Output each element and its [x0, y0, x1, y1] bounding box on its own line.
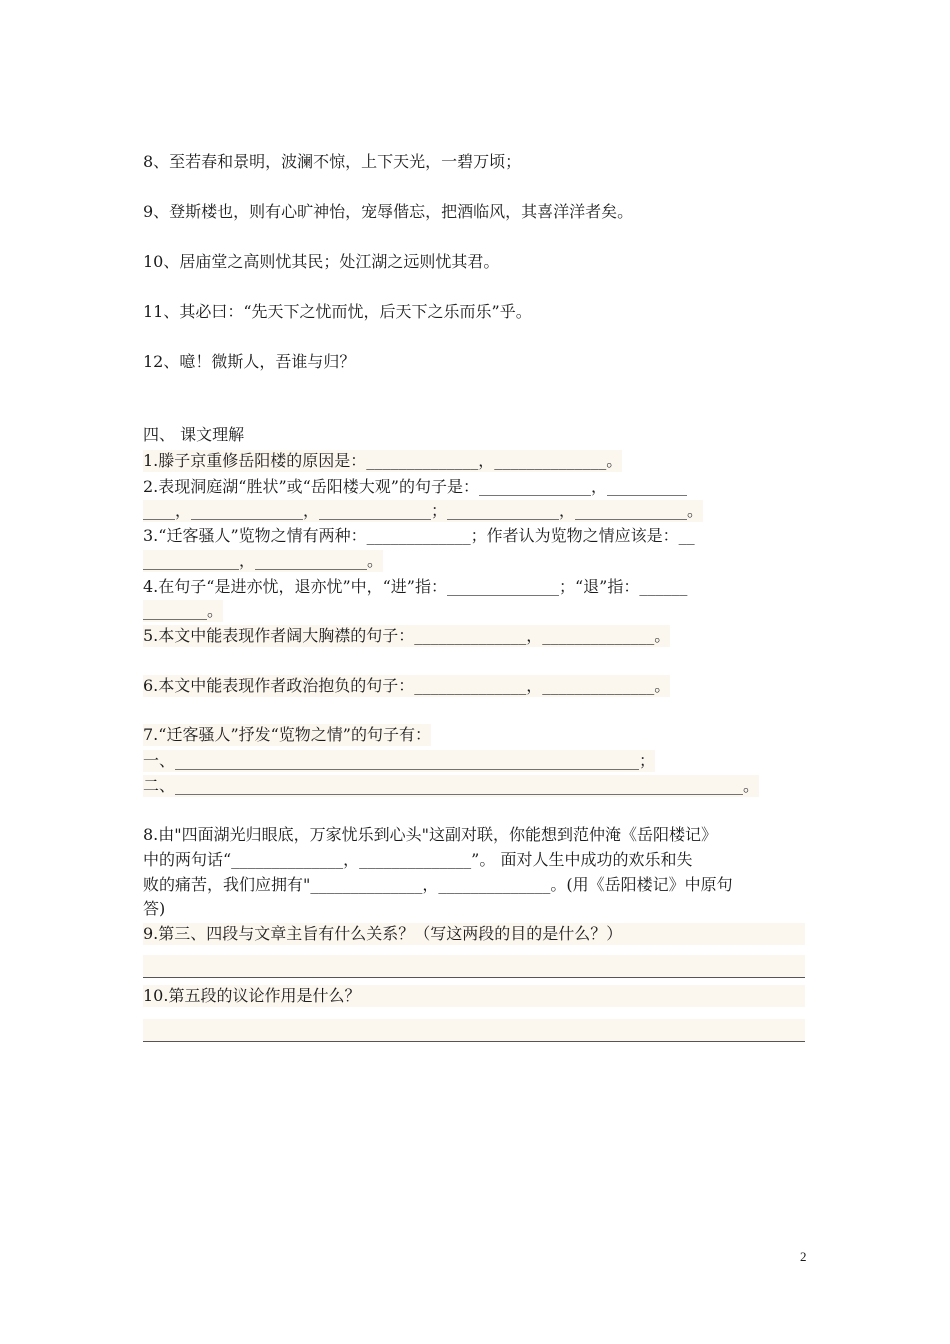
question-10: 10.第五段的议论作用是什么？ [143, 985, 805, 1007]
question-7-answer-2: 二、_______________________________________________________________________。 [143, 776, 760, 795]
question-8-line-2: 中的两句话“______________，______________”。 面对人生中成功的欢乐和失 [143, 850, 693, 869]
section-title: 四、 课文理解 [143, 425, 245, 444]
sentence-9: 9、登斯楼也，则有心旷神怡，宠辱偕忘，把酒临风，其喜洋洋者矣。 [143, 202, 634, 221]
question-8-line-4: 答) [143, 899, 166, 918]
question-10-answer-line [143, 1041, 805, 1042]
question-6: 6.本文中能表现作者政治抱负的句子：______________，______________。 [143, 676, 671, 695]
page-number: 2 [800, 1249, 807, 1264]
sentence-12: 12、噫！微斯人，吾谁与归？ [143, 352, 356, 371]
question-3-line-2: ____________，______________。 [143, 551, 384, 570]
sentence-10: 10、居庙堂之高则忧其民；处江湖之远则忧其君。 [143, 252, 500, 271]
question-4-line-2: ________。 [143, 601, 224, 620]
sentence-11: 11、其必曰：“先天下之忧而忧，后天下之乐而乐”乎。 [143, 302, 532, 321]
question-9-answer-area [143, 955, 805, 977]
question-2-line-2: ____，______________，______________；______________，______________。 [143, 501, 704, 520]
question-5: 5.本文中能表现作者阔大胸襟的句子：______________，______________。 [143, 626, 671, 645]
question-10-answer-area [143, 1019, 805, 1041]
question-8-line-3: 败的痛苦，我们应拥有"______________，______________。(用《岳阳楼记》中原句 [143, 875, 733, 894]
question-9-answer-line [143, 977, 805, 978]
question-3-line-1: 3.“迁客骚人”览物之情有两种：_____________；作者认为览物之情应该是：__ [143, 526, 695, 545]
question-7-answer-1: 一、__________________________________________________________； [143, 751, 656, 770]
sentence-8: 8、至若春和景明，波澜不惊，上下天光，一碧万顷； [143, 152, 522, 171]
question-4-line-1: 4.在句子“是进亦忧，退亦忧”中，“进”指：______________；“退”指：______ [143, 577, 688, 596]
question-9: 9.第三、四段与文章主旨有什么关系？（写这两段的目的是什么？） [143, 923, 805, 945]
question-8-line-1: 8.由"四面湖光归眼底，万家忧乐到心头"这副对联，你能想到范仲淹《岳阳楼记》 [143, 825, 717, 844]
question-2-line-1: 2.表现洞庭湖“胜状”或“岳阳楼大观”的句子是：______________，__________ [143, 477, 687, 496]
question-1: 1.滕子京重修岳阳楼的原因是：______________，______________。 [143, 451, 623, 470]
question-7: 7.“迁客骚人”抒发“览物之情”的句子有： [143, 725, 431, 744]
